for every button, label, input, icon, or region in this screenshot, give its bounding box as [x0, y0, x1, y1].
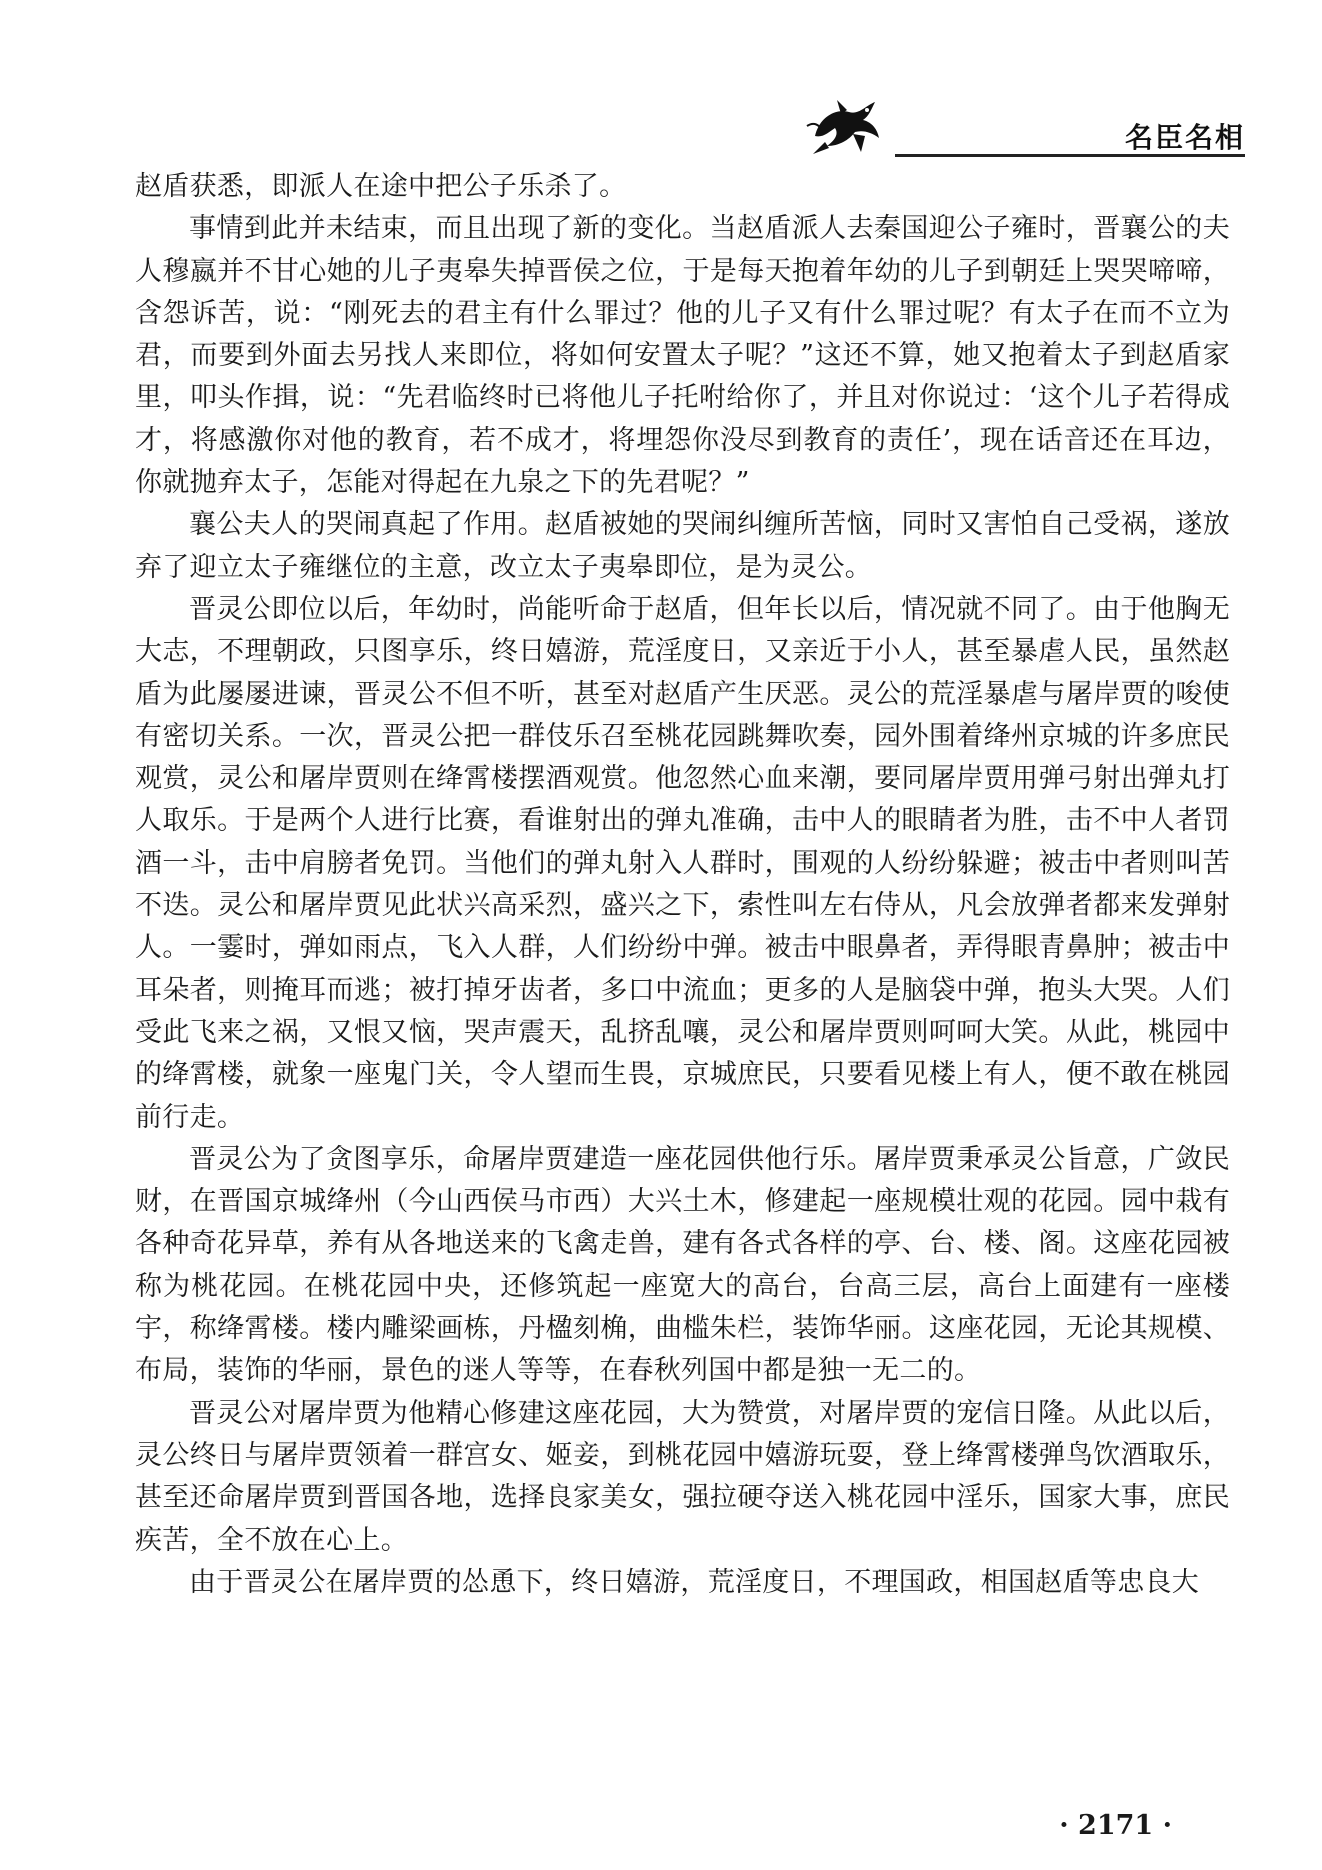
- paragraph: 由于晋灵公在屠岸贾的怂恿下，终日嬉游，荒淫度日，不理国政，相国赵盾等忠良大: [189, 1566, 1200, 1598]
- page-body: [135, 166, 1230, 1604]
- paragraph: 赵盾获悉，即派人在途中把公子乐杀了。: [135, 171, 627, 202]
- dragon-icon: [805, 96, 885, 158]
- page-number: · 2171 ·: [1059, 1810, 1172, 1841]
- running-header-title: 名臣名相: [1124, 121, 1245, 154]
- paragraph: 襄公夫人的哭闹真起了作用。赵盾被她的哭闹纠缠所苦恼，同时又害怕自己受祸，遂放弃了迎立太子雍继位的主意，改立太子夷皋即位，是为灵公。: [135, 509, 1230, 583]
- paragraph: 晋灵公对屠岸贾为他精心修建这座花园，大为赞赏，对屠岸贾的宠信日隆。从此以后，灵公终日与屠岸贾领着一群宫女、姬妾，到桃花园中嬉游玩耍，登上绛霄楼弹鸟饮酒取乐，甚至还命屠岸贾到晋国各地，选择良家美女，强拉硬夺送入桃花园中淫乐，国家大事，庶民疾苦，全不放在心上。: [135, 1397, 1230, 1556]
- paragraph: 晋灵公为了贪图享乐，命屠岸贾建造一座花园供他行乐。屠岸贾秉承灵公旨意，广敛民财，在晋国京城绛州（今山西侯马市西）大兴土木，修建起一座规模壮观的花园。园中栽有各种奇花异草，养有从各地送来的飞禽走兽，建有各式各样的亭、台、楼、阁。这座花园被称为桃花园。在桃花园中央，还修筑起一座宽大的高台，台高三层，高台上面建有一座楼宇，称绛霄楼。楼内雕梁画栋，丹楹刻桷，曲槛朱栏，装饰华丽。这座花园，无论其规模、布局，装饰的华丽，景色的迷人等等，在春秋列国中都是独一无二的。: [135, 1143, 1230, 1387]
- paragraph: 事情到此并未结束，而且出现了新的变化。当赵盾派人去秦国迎公子雍时，晋襄公的夫人穆嬴并不甘心她的儿子夷皋失掉晋侯之位，于是每天抱着年幼的儿子到朝廷上哭哭啼啼，含怨诉苦，说：“刚死去的君主有什么罪过？他的儿子又有什么罪过呢？有太子在而不立为君，而要到外面去另找人来即位，将如何安置太子呢？”这还不算，她又抱着太子到赵盾家里，叩头作揖，说：“先君临终时已将他儿子托咐给你了，并且对你说过：‘这个儿子若得成才，将感激你对他的教育，若不成才，将埋怨你没尽到教育的责任’，现在话音还在耳边，你就抛弃太子，怎能对得起在九泉之下的先君呢？”: [135, 213, 1230, 499]
- page-header: [135, 96, 1245, 158]
- paragraph: 晋灵公即位以后，年幼时，尚能听命于赵盾，但年长以后，情况就不同了。由于他胸无大志，不理朝政，只图享乐，终日嬉游，荒淫度日，又亲近于小人，甚至暴虐人民，虽然赵盾为此屡屡进谏，晋灵公不但不听，甚至对赵盾产生厌恶。灵公的荒淫暴虐与屠岸贾的唆使有密切关系。一次，晋灵公把一群伎乐召至桃花园跳舞吹奏，园外围着绛州京城的许多庶民观赏，灵公和屠岸贾则在绛霄楼摆酒观赏。他忽然心血来潮，要同屠岸贾用弹弓射出弹丸打人取乐。于是两个人进行比赛，看谁射出的弹丸准确，击中人的眼睛者为胜，击不中人者罚酒一斗，击中肩膀者免罚。当他们的弹丸射入人群时，围观的人纷纷躲避；被击中者则叫苦不迭。灵公和屠岸贾见此状兴高采烈，盛兴之下，索性叫左右侍从，凡会放弹者都来发弹射人。一霎时，弹如雨点，飞入人群，人们纷纷中弹。被击中眼鼻者，弄得眼青鼻肿；被击中耳朵者，则掩耳而逃；被打掉牙齿者，多口中流血；更多的人是脑袋中弹，抱头大哭。人们受此飞来之祸，又恨又恼，哭声震天，乱挤乱嚷，灵公和屠岸贾则呵呵大笑。从此，桃园中的绛霄楼，就象一座鬼门关，令人望而生畏，京城庶民，只要看见楼上有人，便不敢在桃园前行走。: [135, 593, 1230, 1133]
- header-rule: [895, 154, 1245, 157]
